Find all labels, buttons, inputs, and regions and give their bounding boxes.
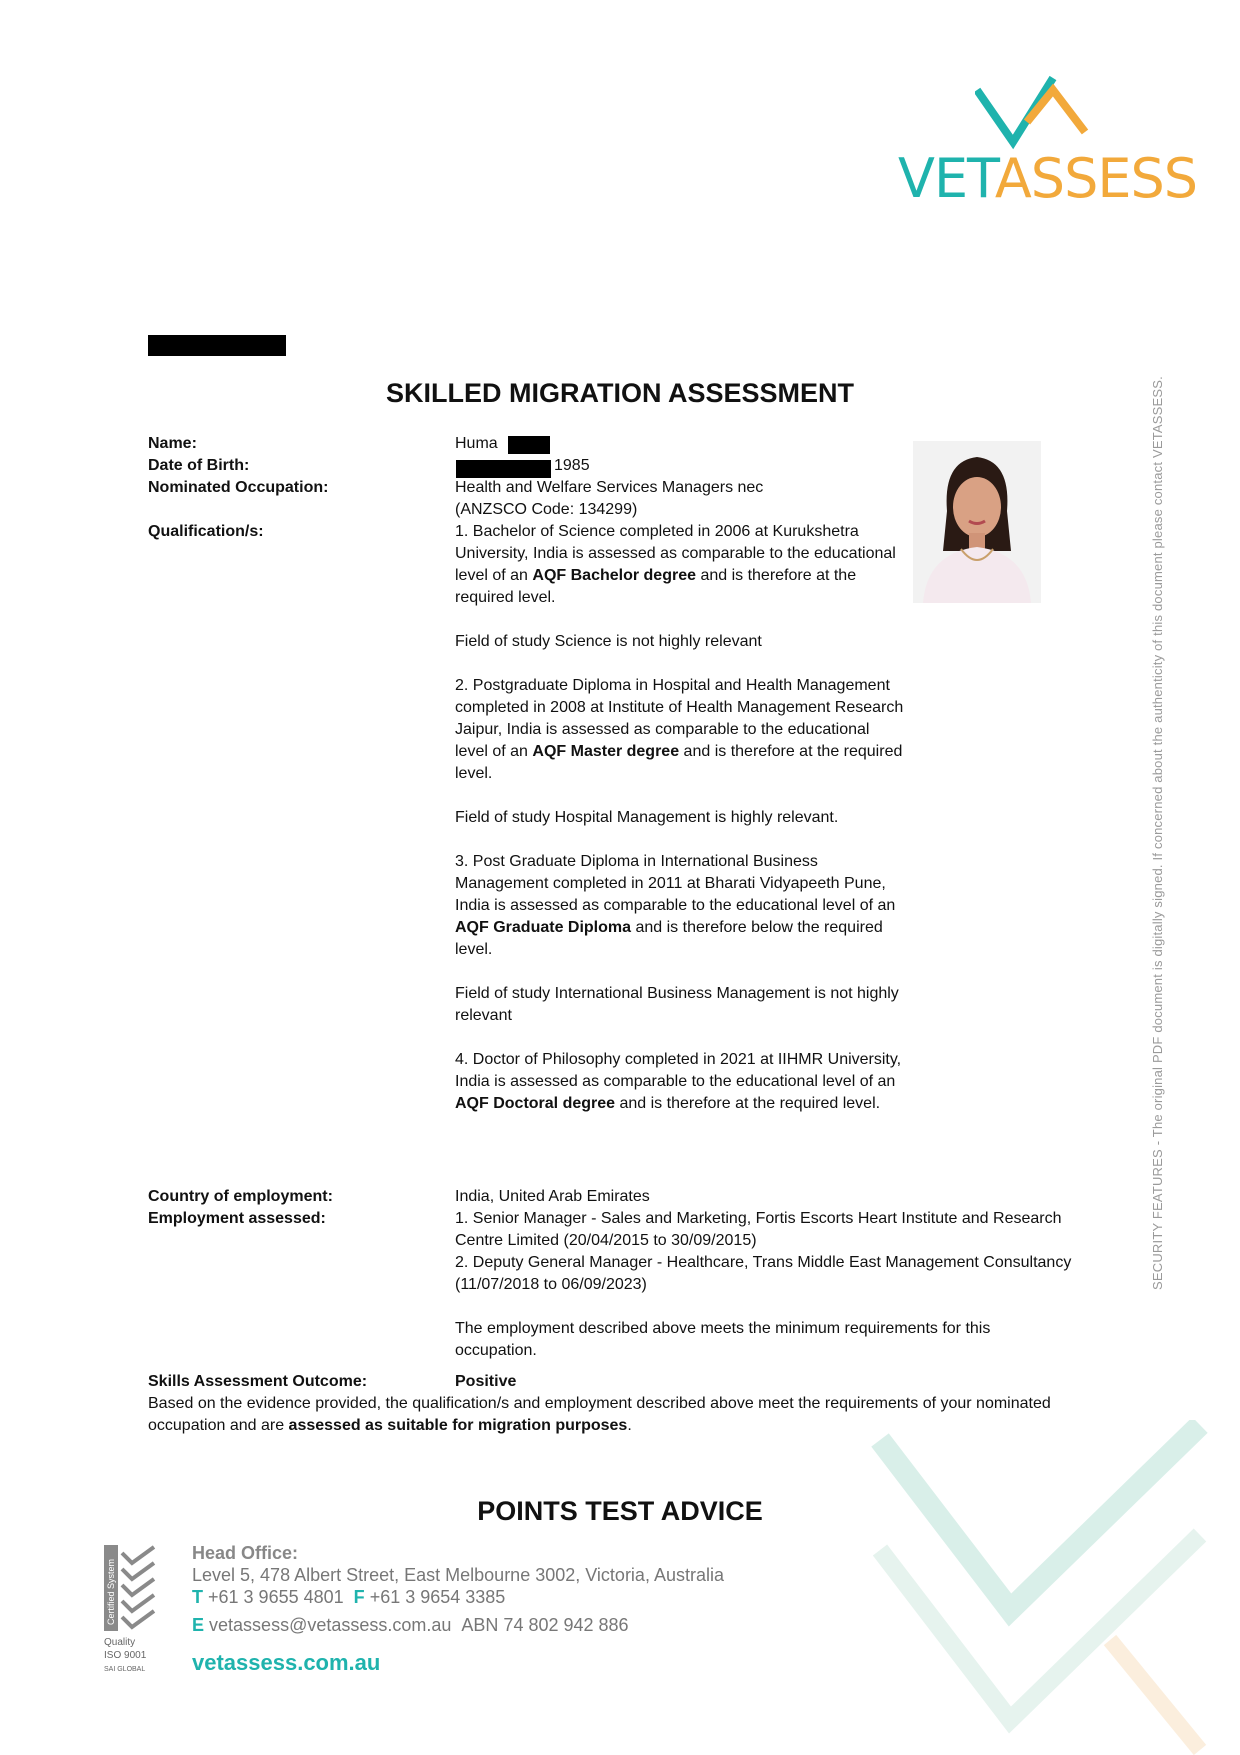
background-chevron-decoration [870,1420,1240,1755]
qualification-1-field: Field of study Science is not highly relevant [455,633,762,650]
footer-website-link[interactable]: vetassess.com.au [192,1650,381,1675]
badge-org-text: SAI GLOBAL [104,1666,146,1673]
document-title: SKILLED MIGRATION ASSESSMENT [385,378,855,408]
name-label: Name: [148,435,197,452]
employment-item-2: 2. Deputy General Manager - Healthcare, Trans Middle East Management Consultancy (11/07/2018 to 06/09/2023) [455,1254,1072,1293]
dob-value: 1985 [554,457,590,474]
head-office-label: Head Office: [192,1543,299,1563]
qualification-1: 1. Bachelor of Science completed in 2006 at Kurukshetra University, India is assessed as comparable to the educational level of an AQF Bachelor degree and is therefore at the required level. [455,523,896,606]
country-value: India, United Arab Emirates [455,1188,650,1205]
outcome-label: Skills Assessment Outcome: [148,1373,368,1390]
occupation-code: (ANZSCO Code: 134299) [455,501,638,518]
qualification-2: 2. Postgraduate Diploma in Hospital and Health Management completed in 2008 at Institute of Health Management Research Jaipur, India is assessed as comparable to the educational level of an AQF Master degree and is therefore at the required level. [455,677,904,782]
qualification-3: 3. Post Graduate Diploma in International Business Management completed in 2011 at Bharati Vidyapeeth Pune, India is assessed as comparable to the educational level of an AQF Graduate Diploma and is therefore below the required level. [455,853,896,958]
employment-item-1: 1. Senior Manager - Sales and Marketing, Fortis Escorts Heart Institute and Research Centre Limited (20/04/2015 to 30/09/2015) [455,1210,1062,1249]
outcome-value: Positive [455,1373,517,1390]
outcome-statement: Based on the evidence provided, the qualification/s and employment described above meet the requirements of your nominated occupation and are assessed as suitable for migration purposes. [148,1395,1051,1434]
badge-iso-text: ISO 9001 [104,1650,147,1661]
footer-address: Level 5, 478 Albert Street, East Melbourne 3002, Victoria, Australia [192,1565,724,1585]
applicant-photo [913,441,1041,603]
redacted-dob [456,460,551,478]
qualifications-label: Qualification/s: [148,523,264,540]
country-label: Country of employment: [148,1188,333,1205]
footer-email[interactable]: vetassess@vetassess.com.au [209,1615,452,1635]
qualification-3-field: Field of study International Business Management is not highly relevant [455,985,899,1024]
security-notice: SECURITY FEATURES - The original PDF document is digitally signed. If concerned about the authenticity of this document please contact VETASSESS. [1150,376,1165,1290]
qualification-4: 4. Doctor of Philosophy completed in 2021 at IIHMR University, India is assessed as comparable to the educational level of an AQF Doctoral degree and is therefore at the required level. [455,1051,902,1112]
footer-email-abn: E vetassess@vetassess.com.au ABN 74 802 942 886 [192,1615,629,1635]
badge-quality-text: Quality [104,1637,136,1648]
redacted-surname [508,436,550,454]
employment-summary: The employment described above meets the minimum requirements for this occupation. [455,1320,991,1359]
vetassess-logo-text: VETASSESS [898,147,1198,210]
badge-certified-text: Certified System [106,1558,116,1625]
vetassess-logo-icon [975,72,1090,150]
employment-assessed-label: Employment assessed: [148,1210,326,1227]
occupation-value: Health and Welfare Services Managers nec [455,479,764,496]
occupation-label: Nominated Occupation: [148,479,329,496]
dob-label: Date of Birth: [148,457,250,474]
points-test-title: POINTS TEST ADVICE [477,1496,763,1526]
qualification-2-field: Field of study Hospital Management is highly relevant. [455,809,839,826]
footer-contact [192,1542,724,1636]
redacted-reference [148,335,286,356]
name-value: Huma [455,435,498,452]
footer-phone-fax: T +61 3 9655 4801 F +61 3 9654 3385 [192,1587,506,1607]
iso-certification-badge [104,1545,160,1675]
